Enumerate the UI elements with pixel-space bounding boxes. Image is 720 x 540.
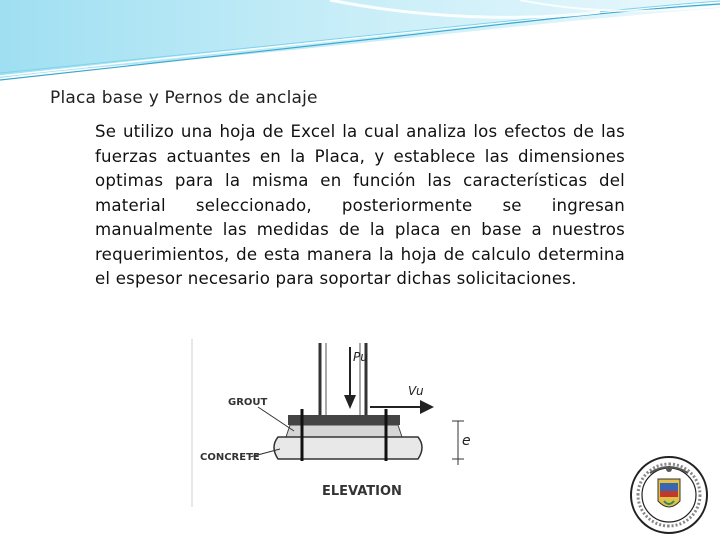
vu-label: Vu xyxy=(408,384,424,398)
elevation-label: ELEVATION xyxy=(322,484,402,499)
pu-label: Pu xyxy=(353,350,368,364)
university-seal-logo xyxy=(628,455,710,535)
concrete-label: CONCRETE xyxy=(200,452,260,463)
e-label: e xyxy=(462,433,471,449)
base-plate-elevation-diagram xyxy=(190,335,480,510)
header-wave-decoration xyxy=(0,0,720,90)
slide-title: Placa base y Pernos de anclaje xyxy=(50,88,318,108)
body-paragraph: Se utilizo una hoja de Excel la cual analiza los efectos de las fuerzas actuantes en la Placa, y establece las dimensiones optimas para la misma en función las características del material seleccionado, posteriormente se ingresan manualmente las medidas de la placa en base a nuestros requerimientos, de esta manera la hoja de calculo determina el espesor necesario para soportar dichas solicitaciones. xyxy=(95,122,625,288)
grout-label: GROUT xyxy=(228,397,268,408)
